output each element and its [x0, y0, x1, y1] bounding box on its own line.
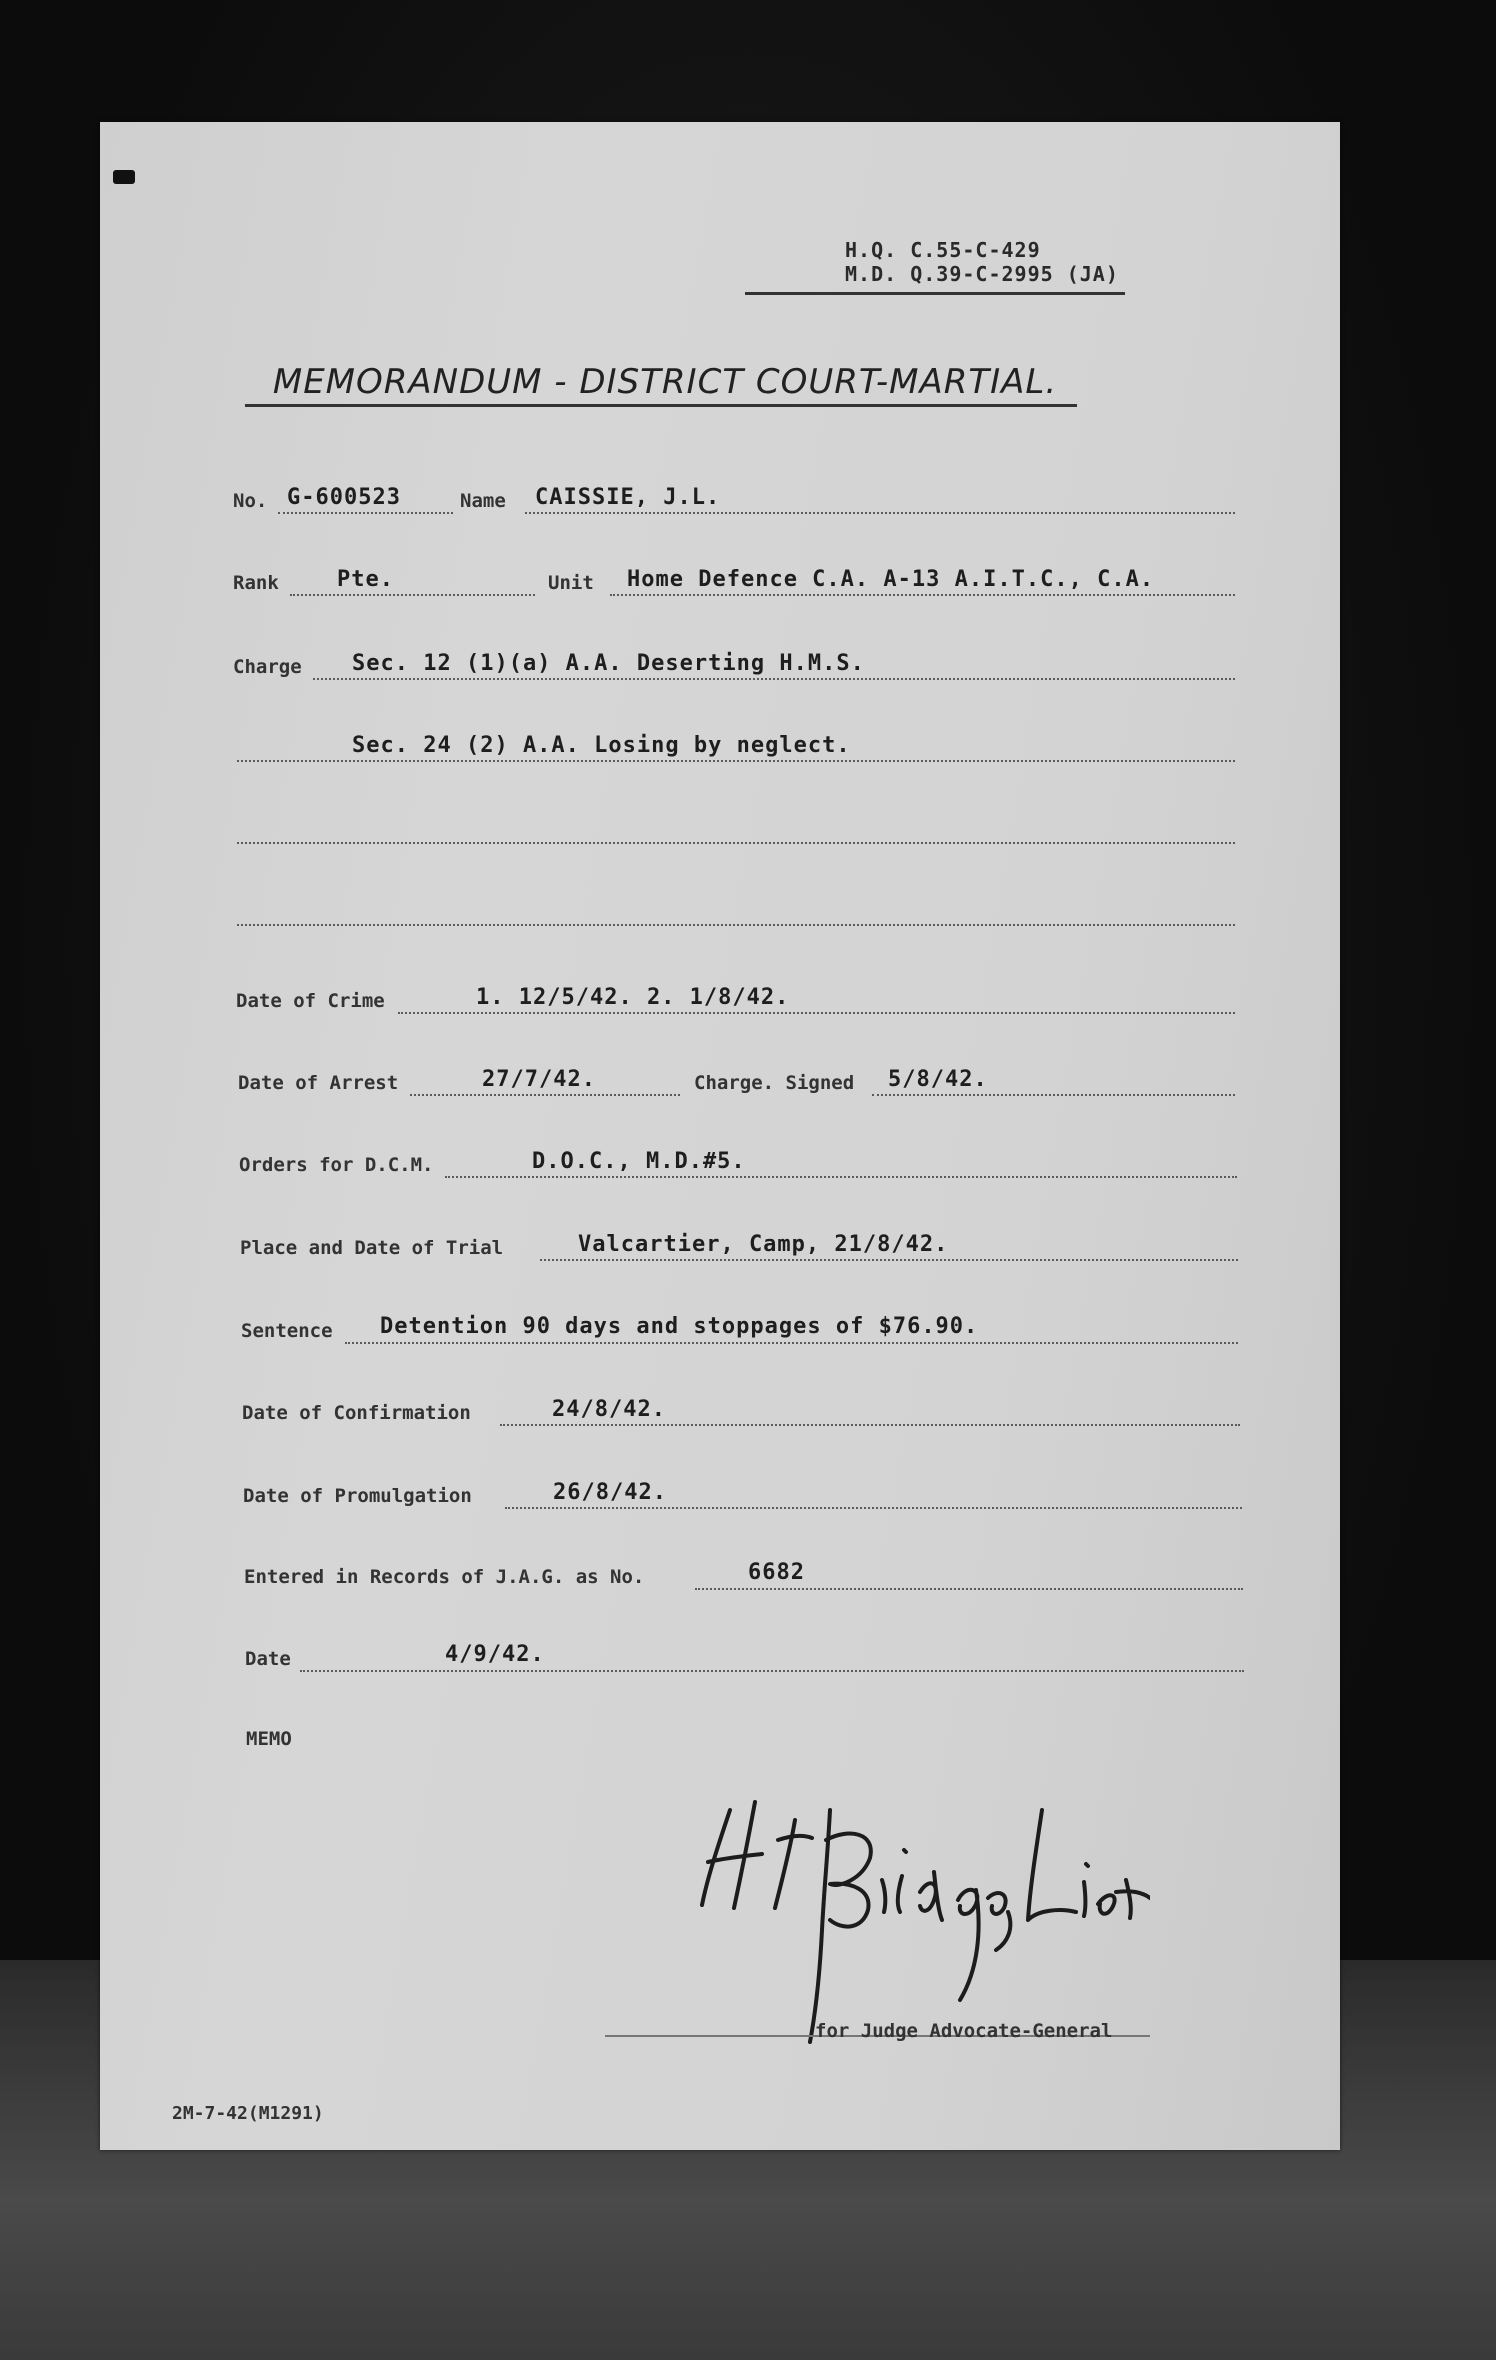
- charge-signed-value: 5/8/42.: [888, 1067, 988, 1092]
- unit-dotted-line: [610, 594, 1235, 596]
- title-underline: [245, 404, 1077, 407]
- no-value: G-600523: [287, 485, 401, 510]
- records-value: 6682: [748, 1560, 805, 1585]
- arrest-dotted-line: [410, 1094, 680, 1096]
- name-value: CAISSIE, J.L.: [535, 485, 721, 510]
- crime-label: Date of Crime: [236, 990, 385, 1012]
- trial-dotted-line: [540, 1259, 1238, 1261]
- name-dotted-line: [525, 512, 1235, 514]
- orders-dotted-line: [445, 1176, 1237, 1178]
- confirmation-label: Date of Confirmation: [242, 1402, 471, 1424]
- no-label: No.: [233, 490, 268, 512]
- sentence-label: Sentence: [241, 1320, 333, 1342]
- charge-dotted-line-3: [237, 842, 1235, 844]
- signature-caption: for Judge Advocate-General: [815, 2020, 1113, 2042]
- sentence-dotted-line: [345, 1342, 1238, 1344]
- unit-label: Unit: [548, 572, 594, 594]
- charge-label: Charge: [233, 656, 302, 678]
- date-dotted-line: [300, 1670, 1244, 1672]
- form-number: 2M-7-42(M1291): [172, 2103, 324, 2124]
- charge-dotted-line-4: [237, 924, 1235, 926]
- date-label: Date: [245, 1648, 291, 1670]
- promulgation-label: Date of Promulgation: [243, 1485, 472, 1507]
- rank-dotted-line: [290, 594, 535, 596]
- sentence-value: Detention 90 days and stoppages of $76.90.: [380, 1314, 979, 1339]
- arrest-label: Date of Arrest: [238, 1072, 399, 1094]
- crime-dotted-line: [398, 1012, 1235, 1014]
- ref-hq: H.Q. C.55-C-429: [845, 238, 1041, 262]
- rank-value: Pte.: [337, 567, 394, 592]
- name-label: Name: [460, 490, 506, 512]
- records-label: Entered in Records of J.A.G. as No.: [244, 1566, 645, 1588]
- ref-md: M.D. Q.39-C-2995 (JA): [845, 262, 1119, 286]
- ref-underline: [745, 292, 1125, 295]
- unit-value: Home Defence C.A. A-13 A.I.T.C., C.A.: [627, 567, 1155, 592]
- records-dotted-line: [695, 1588, 1243, 1590]
- charge-dotted-line-1: [313, 678, 1235, 680]
- date-value: 4/9/42.: [445, 1642, 545, 1667]
- rank-label: Rank: [233, 572, 279, 594]
- arrest-value: 27/7/42.: [482, 1067, 596, 1092]
- trial-label: Place and Date of Trial: [240, 1237, 504, 1259]
- punch-mark: [113, 170, 135, 184]
- memo-label: MEMO: [246, 1728, 292, 1750]
- charge-dotted-line-2: [237, 760, 1235, 762]
- page-title: MEMORANDUM - DISTRICT COURT-MARTIAL.: [272, 362, 1058, 402]
- orders-label: Orders for D.C.M.: [239, 1154, 434, 1176]
- crime-value: 1. 12/5/42. 2. 1/8/42.: [476, 985, 790, 1010]
- charge-line-2: Sec. 24 (2) A.A. Losing by neglect.: [352, 733, 851, 758]
- charge-line-1: Sec. 12 (1)(a) A.A. Deserting H.M.S.: [352, 651, 865, 676]
- promulgation-value: 26/8/42.: [553, 1480, 667, 1505]
- confirmation-dotted-line: [500, 1424, 1240, 1426]
- trial-value: Valcartier, Camp, 21/8/42.: [578, 1232, 949, 1257]
- charge-signed-label: Charge. Signed: [694, 1072, 855, 1094]
- confirmation-value: 24/8/42.: [552, 1397, 666, 1422]
- charge-signed-dotted-line: [872, 1094, 1235, 1096]
- promulgation-dotted-line: [505, 1507, 1242, 1509]
- no-dotted-line: [278, 512, 453, 514]
- orders-value: D.O.C., M.D.#5.: [532, 1149, 746, 1174]
